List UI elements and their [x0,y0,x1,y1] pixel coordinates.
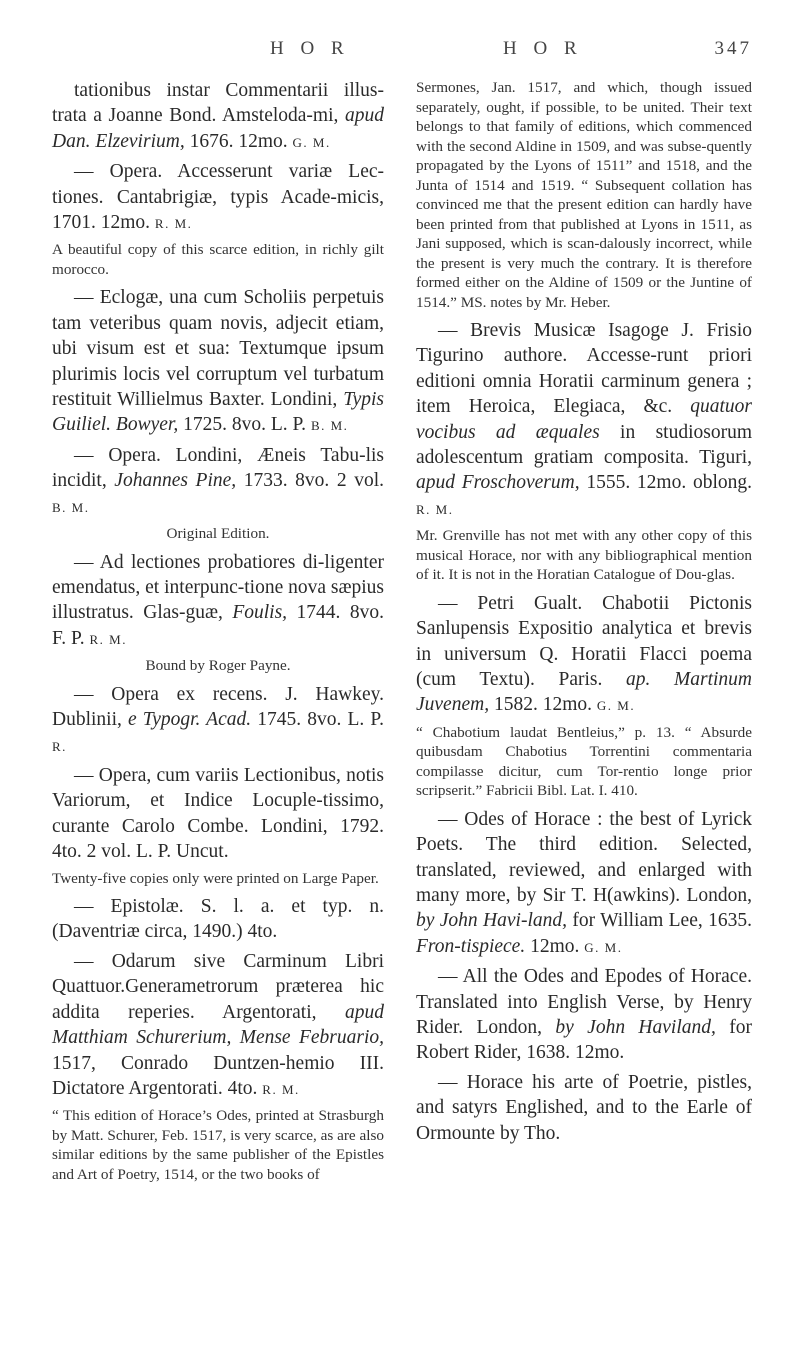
catalogue-entry [52,682,384,759]
entry-text: 12mo. [525,935,585,957]
entry-imprint-italic: ap. Martinum Juvenem, [416,668,752,716]
bibliographic-note: “ This edition of Horace’s Odes, printed at Strasburgh by Matt. Schurer, Feb. 1517, is very scarce, as are also similar editions by the same publisher of the Epistles and Art of Poetry, 1514, or the two books of [52,1107,384,1183]
entry-text: for Robert Rider, 1638. 12mo. [416,1017,752,1064]
entry-imprint-italic: Fron-tispiece. [416,935,526,957]
owner-initials: R. M. [416,501,454,517]
bibliographic-note: Sermones, Jan. 1517, and which, though issued separately, ought, if possible, to be united. Their text belongs to that family of editions, which commenced with the second Aldine in 1509, and was subse-quently propagated by the Lyons of 1511” and 1518, and the Junta of 1514 and 1519. “ Subsequent collation has convinced me that the present edition can hardly have been printed from that published at Lyons in 1511, as Jani supposed, which is scan-dalously incorrect, while the present is very much the contrary. It is therefore formed either on the Aldine of 1509 or the Juntine of 1514.” MS. notes by Mr. Heber. [416,79,752,311]
entry-text: for William Lee, 1635. [567,910,752,932]
owner-initials: B. M. [52,499,90,515]
bibliographic-note: “ Chabotium laudat Bentleius,” p. 13. “ Absurde quibusdam Chabotius Torrentini commentaria compilasse dicitur, cum Tor-rentio longe prior scripserit.” Fabricii Bibl. Lat. I. 410. [416,723,752,800]
entry-imprint-italic: apud Matthiam Schurerium, Mense Februario, [52,1001,384,1049]
catalogue-entry [416,318,752,522]
catalogue-entry [416,807,752,960]
entry-text: 1733. 8vo. 2 vol. [236,470,385,492]
entry-text: in studiosorum adolescentum gratiam composita. Tiguri, [416,421,753,469]
catalogue-entry [52,285,384,438]
owner-initials: B. M. [310,418,349,434]
catalogue-entry [52,550,384,653]
entry-imprint-italic: by John Haviland, [555,1017,716,1039]
entry-text: 1744. 8vo. F. P. [52,602,384,649]
catalogue-entry [52,159,384,236]
entry-text: 1517, Conrado Duntzen-hemio III. Dictatore Argentorati. 4to. [52,1052,384,1099]
catalogue-entry [52,763,384,865]
entry-text: — Eclogæ, una cum Scholiis perpetuis tam veteribus quam novis, adjecit etiam, ubi visum est et sua: Textumque ipsum plurimis locis vel corruptum vel turbatum restituit Willielmus Baxter. Londini, [52,287,384,411]
entry-text: — Odarum sive Carminum Libri Quattuor.Generametrorum præterea hic addita reperies. Argentorati, [52,950,384,1023]
bibliographic-note: Twenty-five copies only were printed on Large Paper. [52,869,379,887]
entry-text: — Ad lectiones probatiores di-ligenter emendatus, et interpunc-tione nova sæpius illustratus. Glas-guæ, [52,551,384,624]
owner-initials: G. M. [584,939,623,955]
entry-imprint-italic: Typis Guiliel. Bowyer, [52,389,384,436]
owner-initials: R. M. [89,631,127,647]
entry-text: — All the Odes and Epodes of Horace. Translated into English Verse, by Henry Rider. London, [416,966,752,1039]
owner-initials: R. M. [154,216,193,232]
catalogue-entry [416,591,752,719]
catalogue-entry [52,78,384,155]
catalogue-entry [52,443,384,520]
entry-text: 1725. 8vo. L. P. [178,414,311,436]
right-column [416,78,752,1150]
entry-text: — Petri Gualt. Chabotii Pictonis Sanlupensis Expositio analytica et brevis in universum Q. Horatii Flacci poema (cum Textu). Paris. [416,592,752,690]
catalogue-entry [52,894,384,945]
catalogue-entry [416,1070,752,1146]
page-number: 347 [714,38,752,59]
entry-text: — Opera. Londini, Æneis Tabu-lis incidit, [52,444,384,492]
entry-imprint-italic: e Typogr. Acad. [128,709,252,731]
entry-text: — Opera. Accesserunt variæ Lec-tiones. Cantabrigiæ, typis Acade-micis, 1701. 12mo. [52,161,384,234]
owner-initials: R. M. [262,1081,300,1097]
entry-text: — Opera ex recens. J. Hawkey. Dublinii, [52,683,384,731]
entry-imprint-italic: apud Dan. Elzevirium, [52,105,384,152]
entry-text: — Odes of Horace : the best of Lyrick Poets. The third edition. Selected, translated, reviewed, and enlarged with many more, by Sir T. H(awkins). London, [416,808,752,906]
bibliographic-note: Original Edition. [166,525,270,543]
entry-text: tationibus instar Commentarii illus-trata a Joanne Bond. Amsteloda-mi, [52,80,384,127]
entry-text: 1555. 12mo. oblong. [579,472,752,494]
entry-text: — Horace his arte of Poetrie, pistles, and satyrs Englished, and to the Earle of Ormounte by Tho. [416,1071,752,1144]
bibliographic-note: Mr. Grenville has not met with any other copy of this musical Horace, nor with any bibliographical mention of it. It is not in the Horatian Catalogue of Dou-glas. [416,527,752,584]
entry-text: 1745. 8vo. L. P. [251,709,384,731]
entry-imprint-italic: quatuor vocibus ad æquales [416,396,752,443]
running-head-left: H O R [270,38,350,59]
entry-text: 1676. 12mo. [184,130,293,152]
owner-initials: G. M. [292,134,331,150]
entry-imprint-italic: by John Havi-land, [416,910,568,932]
owner-initials: G. M. [596,698,636,714]
bibliographic-note: Bound by Roger Payne. [145,657,291,675]
bibliographic-note: A beautiful copy of this scarce edition, in richly gilt morocco. [52,241,384,278]
catalogue-entry [416,964,752,1066]
entry-imprint-italic: apud Froschoverum, [416,472,580,494]
catalogue-entry [52,949,384,1102]
entry-text: 1582. 12mo. [489,694,597,716]
entry-text: — Brevis Musicæ Isagoge J. Frisio Tigurino authore. Accesse-runt priori editioni omnia Horatii carminum genera ; item Heroica, Elegiaca, &c. [416,320,752,418]
entry-imprint-italic: Johannes Pine, [114,470,237,492]
entry-text: — Epistolæ. S. l. a. et typ. n. (Daventriæ circa, 1490.) 4to. [52,896,384,943]
left-column [52,78,384,1190]
entry-imprint-italic: Foulis, [232,602,288,624]
entry-text: — Opera, cum variis Lectionibus, notis Variorum, et Indice Locuple-tissimo, curante Carolo Combe. Londini, 1792. 4to. 2 vol. L. P. Uncut. [52,764,384,863]
owner-initials: R. [52,738,67,754]
running-head-right: H O R [503,38,583,59]
